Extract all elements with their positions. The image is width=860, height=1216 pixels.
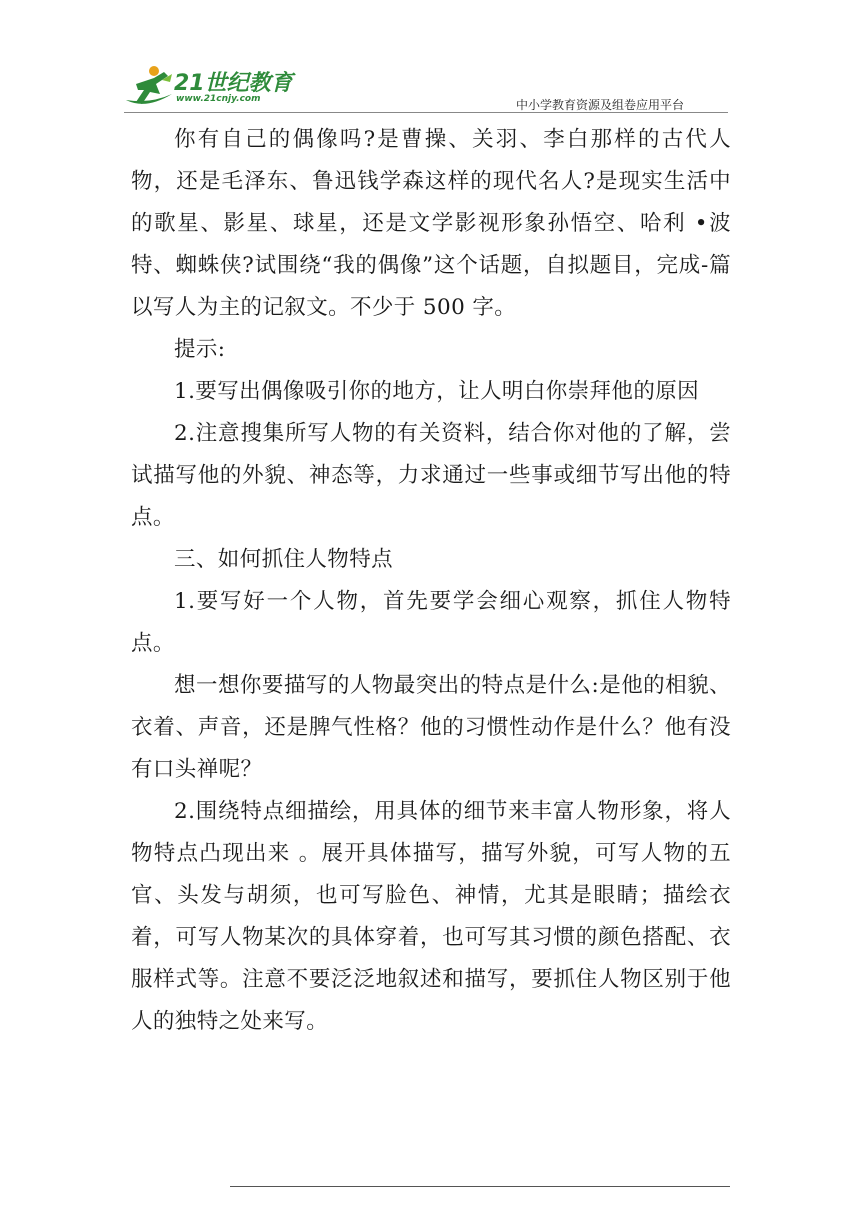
logo (124, 64, 304, 110)
footer-divider (230, 1186, 730, 1187)
logo-url: www.21cnjy.com (176, 94, 261, 104)
document-body (131, 119, 731, 1043)
paragraph: 1.要写好一个人物，首先要学会细心观察，抓住人物特点。 (131, 589, 731, 656)
page-header (0, 0, 860, 120)
paragraph: 2.围绕特点细描绘，用具体的细节来丰富人物形象，将人物特点凸现出来 。展开具体描写，描写外貌，可写人物的五官、头发与胡须，也可写脸色、神情，尤其是眼睛；描绘衣着，可写人物某次的具体穿着，也可写其习惯的颜色搭配、衣服样式等。注意不要泛泛地叙述和描写，要抓住人物区别于他人的独特之处来写。 (131, 799, 731, 1034)
running-figure-icon (124, 64, 174, 110)
paragraph: 想一想你要描写的人物最突出的特点是什么:是他的相貌、衣着、声音，还是脾气性格？他的习惯性动作是什么？他有没有口头禅呢？ (131, 673, 731, 782)
section-heading: 三、如何抓住人物特点 (174, 547, 394, 572)
header-divider (124, 112, 728, 113)
paragraph: 你有自己的偶像吗?是曹操、关羽、李白那样的古代人物，还是毛泽东、鲁迅钱学森这样的现代名人?是现实生活中的歌星、影星、球星，还是文学影视形象孙悟空、哈利 •波特、蜘蛛侠?试围绕“我的偶像”这个话题，自拟题目，完成-篇以写人为主的记叙文。不少于 500 字。 (131, 127, 731, 320)
logo-text: 21世纪教育 (174, 71, 293, 96)
paragraph: 1.要写出偶像吸引你的地方，让人明白你崇拜他的原因 (174, 379, 700, 404)
paragraph: 2.注意搜集所写人物的有关资料，结合你对他的了解，尝试描写他的外貌、神态等，力求通过一些事或细节写出他的特点。 (131, 421, 731, 530)
platform-label: 中小学教育资源及组卷应用平台 (516, 98, 685, 112)
paragraph: 提示: (174, 337, 226, 362)
